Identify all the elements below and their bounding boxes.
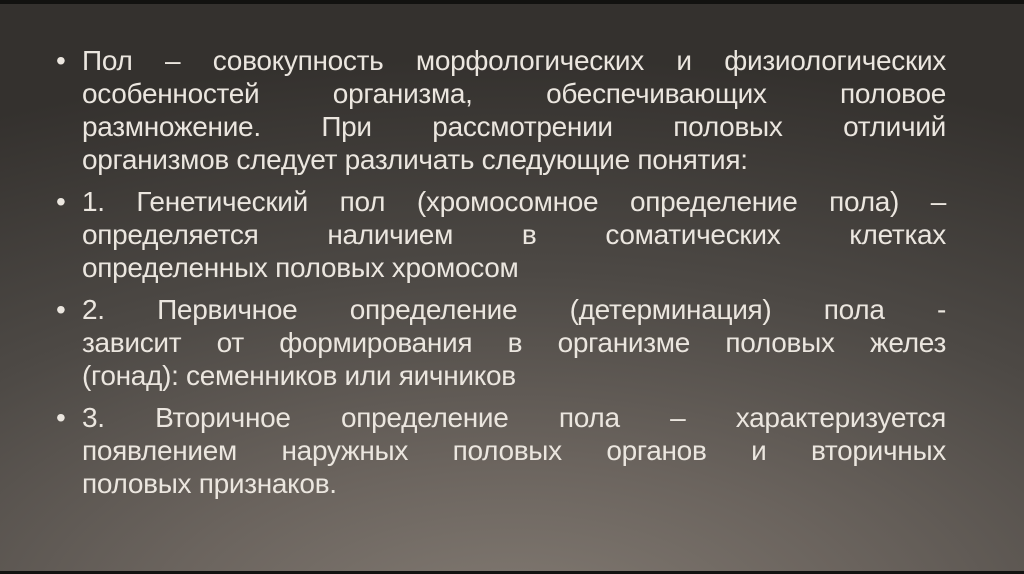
bullet-line: (гонад): семенников или яичников [82,360,516,391]
bullet-line: зависит от формирования в организме половых желез [82,327,946,358]
bullet-line: определяется наличием в соматических клетках [82,219,946,250]
bullet-line: Пол – совокупность морфологических и физиологических [82,45,946,76]
bullet-item-primary-determination [56,293,946,392]
bullet-line: 2. Первичное определение (детерминация) пола - [82,294,946,325]
bullet-line: размножение. При рассмотрении половых отличий [82,111,946,142]
bullet-item-genetic-sex [56,185,946,284]
bullet-line: особенностей организма, обеспечивающих половое [82,78,946,109]
bullet-line: 1. Генетический пол (хромосомное определение пола) – [82,186,946,217]
slide-text-block [56,44,946,509]
bullet-icon: • [56,45,66,76]
bullet-line: 3. Вторичное определение пола – характеризуется [82,402,946,433]
bullet-icon: • [56,186,66,217]
bullet-line: половых признаков. [82,468,337,499]
bullet-line: организмов следует различать следующие понятия: [82,144,748,175]
bullet-line: появлением наружных половых органов и вторичных [82,435,946,466]
bullet-icon: • [56,402,66,433]
bullet-line: определенных половых хромосом [82,252,519,283]
bullet-item-secondary-determination [56,401,946,500]
bullet-item-definition [56,44,946,176]
bullet-icon: • [56,294,66,325]
